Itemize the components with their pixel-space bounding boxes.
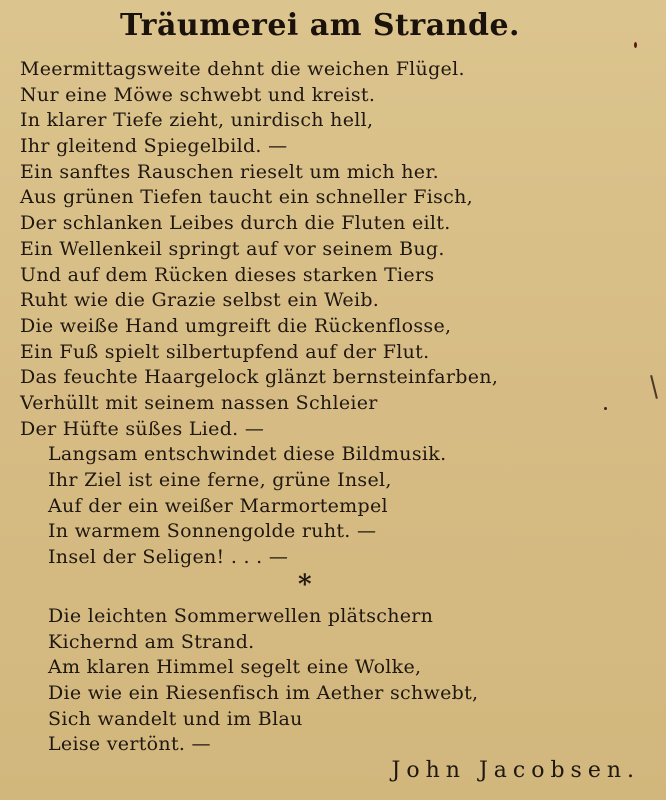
poem-line: Am klaren Himmel segelt eine Wolke,	[48, 656, 422, 679]
poem-line: Kichernd am Strand.	[48, 630, 255, 653]
section-separator: *	[298, 570, 312, 600]
ink-speck	[604, 407, 607, 410]
poem-line: Der schlanken Leibes durch die Fluten eilt.	[20, 212, 451, 235]
poem-line: Die wie ein Riesenfisch im Aether schwebt,	[48, 682, 479, 705]
poem-line: Die leichten Sommerwellen plätschern	[48, 605, 434, 627]
author-signature: John Jacobsen.	[391, 758, 640, 783]
poem-line: Leise vertönt. —	[48, 733, 211, 756]
poem-line: Ein Fuß spielt silbertupfend auf der Flut.	[20, 340, 430, 363]
poem-stanza-1	[20, 57, 660, 571]
poem-line: Die weiße Hand umgreift die Rückenflosse,	[20, 314, 452, 337]
poem-line: Das feuchte Haargelock glänzt bernsteinfarben,	[20, 366, 499, 389]
poem-line: Der Hüfte süßes Lied. —	[20, 417, 265, 440]
poem-line: Verhüllt mit seinem nassen Schleier	[20, 391, 378, 414]
poem-line: Aus grünen Tiefen taucht ein schneller Fisch,	[20, 186, 473, 209]
poem-line: Nur eine Möwe schwebt und kreist.	[20, 83, 376, 106]
poem-line: Ein sanftes Rauschen rieselt um mich her.	[20, 160, 439, 183]
poem-line: Ruht wie die Grazie selbst ein Weib.	[20, 289, 380, 312]
poem-line: Ihr gleitend Spiegelbild. —	[20, 135, 288, 158]
poem-title: Träumerei am Strande.	[120, 8, 520, 43]
poem-line: Ein Wellenkeil springt auf vor seinem Bug.	[20, 237, 445, 260]
poem-line-indented: Auf der ein weißer Marmortempel	[48, 494, 388, 517]
poem-stanza-2	[48, 604, 648, 758]
poem-line: In klarer Tiefe zieht, unirdisch hell,	[20, 109, 374, 132]
poem-line-indented: Langsam entschwindet diese Bildmusik.	[48, 443, 447, 466]
poem-line: Und auf dem Rücken dieses starken Tiers	[20, 263, 435, 286]
poem-line: Sich wandelt und im Blau	[48, 707, 303, 730]
poem-line-indented: In warmem Sonnengolde ruht. —	[48, 520, 377, 543]
poem-line-indented: Insel der Seligen! . . . —	[48, 546, 289, 569]
ink-speck	[634, 42, 637, 48]
poem-line: Meermittagsweite dehnt die weichen Flügel.	[20, 58, 465, 80]
poem-line-indented: Ihr Ziel ist eine ferne, grüne Insel,	[48, 469, 392, 491]
